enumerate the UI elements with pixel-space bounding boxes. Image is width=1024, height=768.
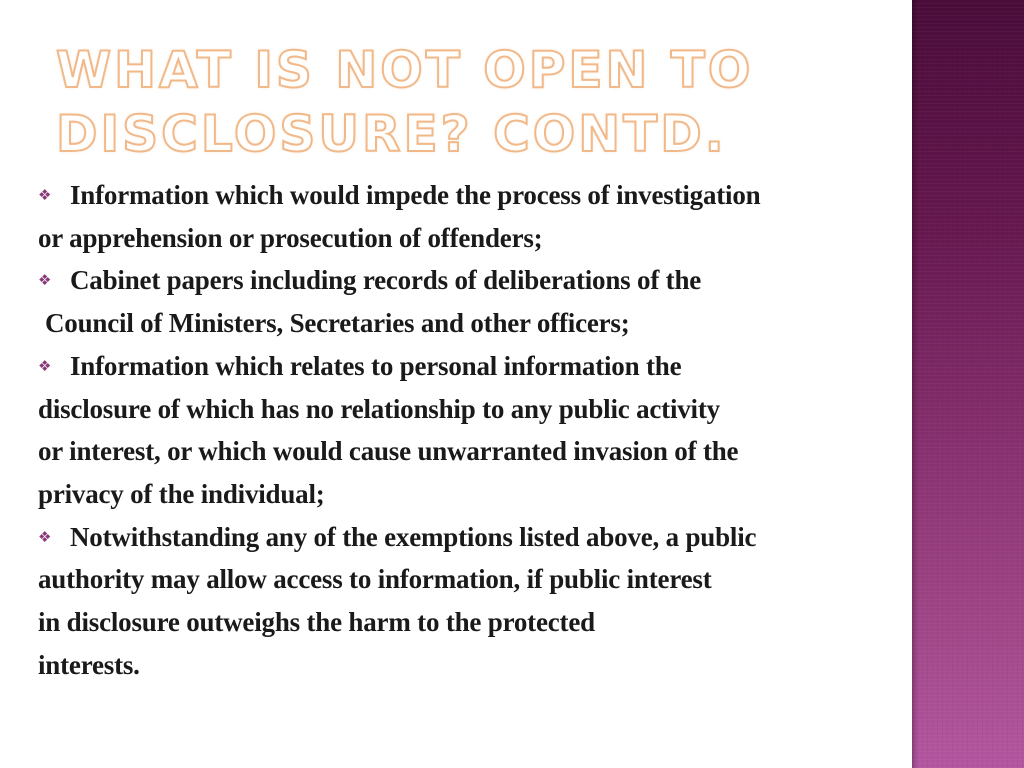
diamond-bullet-icon: ❖: [38, 527, 52, 546]
slide-title-line-2: DISCLOSURE? CONTD.: [56, 105, 727, 163]
decorative-side-band: [912, 0, 1024, 768]
bullet-item-1: [38, 174, 898, 259]
bullet-line: [38, 174, 898, 217]
diamond-bullet-icon: ❖: [38, 186, 52, 204]
bullet-text: Information which relates to personal information the: [70, 350, 682, 381]
bullet-text: Notwithstanding any of the exemptions listed above, a public: [70, 521, 757, 552]
bullet-line: or apprehension or prosecution of offenders;: [38, 222, 543, 253]
slide-title: [56, 38, 876, 166]
bullet-item-4: [38, 516, 898, 687]
slide-title-line-1: WHAT IS NOT OPEN TO: [56, 41, 754, 99]
bullet-line: disclosure of which has no relationship to any public activity: [38, 393, 720, 424]
bullet-line: [38, 259, 898, 302]
bullet-text: Information which would impede the process of investigation: [70, 180, 761, 210]
bullet-line: in disclosure outweighs the harm to the protected: [38, 607, 595, 638]
diamond-bullet-icon: ❖: [38, 271, 52, 290]
diamond-bullet-icon: ❖: [38, 356, 52, 375]
bullet-line: [38, 516, 898, 559]
bullet-line: authority may allow access to information, if public interest: [38, 564, 712, 595]
bullet-item-2: [38, 259, 898, 344]
bullet-item-3: [38, 345, 898, 516]
slide-body: [38, 174, 898, 686]
bullet-text: Cabinet papers including records of deliberations of the: [70, 265, 702, 296]
bullet-line: interests.: [38, 649, 140, 680]
bullet-line: [38, 345, 898, 388]
bullet-line: or interest, or which would cause unwarranted invasion of the: [38, 436, 739, 467]
bullet-line: privacy of the individual;: [38, 478, 325, 509]
bullet-line: Council of Ministers, Secretaries and other officers;: [45, 308, 630, 339]
